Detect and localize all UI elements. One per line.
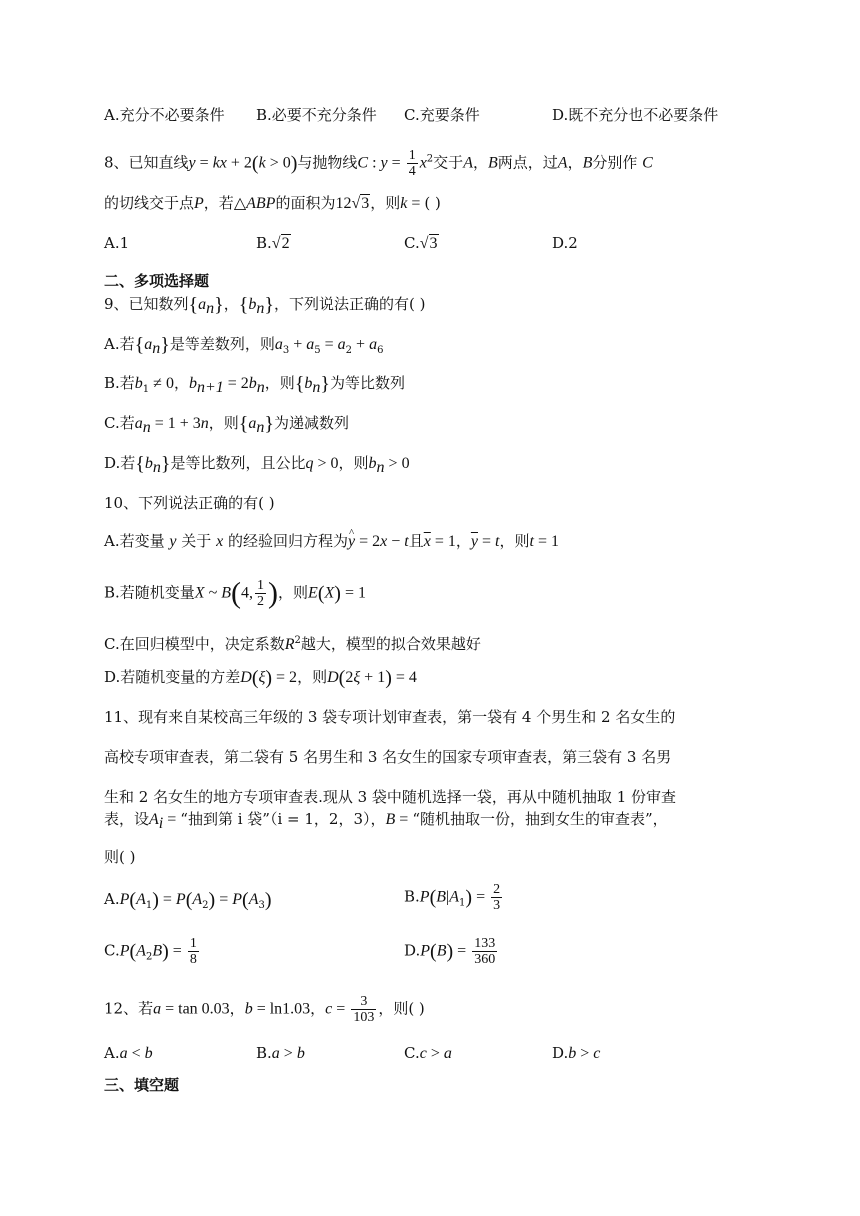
q7-option-a: A.充分不必要条件: [104, 106, 225, 124]
q12-option-c: C.c > a: [404, 1044, 452, 1062]
q9-option-c: C.若$a_n = 1 + 3n$，则$\{a_n\}$为递减数列: [104, 413, 350, 436]
q10-option-b: B.若随机变量X ~ B(4, $\frac{1}{2}$ )，则E(X) = 1: [104, 576, 366, 610]
q9-option-b: B.若$b_1 \ne 0$，$b_{n+1} = 2b_n$，则$\{b_n\}$为等比数列: [104, 373, 406, 396]
q11-option-a: $A.P(A_1) = P(A_2) = P(A_3)$: [104, 889, 272, 911]
q12-stem: 12、若a = tan 0.03，b = ln1.03，c = $\frac{3}{103}$ ，则( ): [104, 994, 425, 1025]
q10-stem: 10、下列说法正确的有( ): [104, 494, 275, 512]
q8-stem-line1: 8、已知直线y = kx + 2(k > 0)与抛物线C : y = $\frac{1}{4}$ $x^2$交于A，B两点，过A，B分别作 C: [104, 148, 653, 179]
q11-stem-line3: 生和 2 名女生的地方专项审查表.现从 3 袋中随机选择一袋，再从中随机抽取 1 份审查: [104, 788, 677, 806]
section-2-title: 二、多项选择题: [104, 272, 210, 290]
q11-stem-line4: 表，设$A_i$ = “抽到第 i 袋”（i = 1，2，3），B = “随机抽取一份，抽到女生的审查表”，: [104, 810, 668, 832]
q10-option-d: D.若随机变量的方差D(ξ) = 2，则D(2ξ + 1) = 4: [104, 667, 417, 689]
q11-stem-line1: 11、现有来自某校高三年级的 3 袋专项计划审查表，第一袋有 4 个男生和 2 名女生的: [104, 708, 676, 726]
q8-option-a: A.1: [104, 234, 130, 252]
q10-option-a: A.若变量 y 关于 x 的经验回归方程为^ y = 2x − t且$\overline{x} = 1$，$\overline{y} = t$，则t = 1: [104, 530, 559, 553]
q12-option-b: B.a > b: [256, 1044, 305, 1062]
q7-option-c: C.充要条件: [404, 106, 480, 124]
q12-option-a: A.a < b: [104, 1044, 153, 1062]
q9-option-a: A.若$\{a_n\}$是等差数列，则$a_3 + a_5 = a_2 + a_6$: [104, 334, 384, 357]
q11-option-d: D.P(B) = $\frac{133}{360}$: [404, 936, 496, 967]
q11-option-c: $C.P(A_2B)$ = $\frac{1}{8}$: [104, 936, 197, 967]
q7-option-b: B.必要不充分条件: [256, 106, 377, 124]
q10-option-c: C.在回归模型中，决定系数$R^2$越大，模型的拟合效果越好: [104, 635, 481, 653]
q9-stem: 9、已知数列$\{a_n\}$，$\{b_n\}$，下列说法正确的有( ): [104, 294, 426, 317]
q11-stem-line5: 则( ): [104, 848, 136, 866]
q8-option-c: C.√3: [404, 234, 438, 252]
q9-option-d: D.若$\{b_n\}$是等比数列，且公比q > 0，则$b_n > 0$: [104, 453, 410, 476]
q11-stem-line2: 高校专项审查表，第二袋有 5 名男生和 3 名女生的国家专项审查表，第三袋有 3 名男: [104, 748, 672, 766]
q7-option-d: D.既不充分也不必要条件: [552, 106, 719, 124]
q11-option-b: $B.P(B|A_1)$ = $\frac{2}{3}$: [404, 882, 501, 913]
section-3-title: 三、填空题: [104, 1076, 180, 1094]
q8-option-b: B.√2: [256, 234, 290, 252]
q12-option-d: D.b > c: [552, 1044, 601, 1062]
q8-option-d: D.2: [552, 234, 578, 252]
q8-stem-line2: 的切线交于点P，若△ABP的面积为12√3，则k = ( ): [104, 194, 441, 212]
